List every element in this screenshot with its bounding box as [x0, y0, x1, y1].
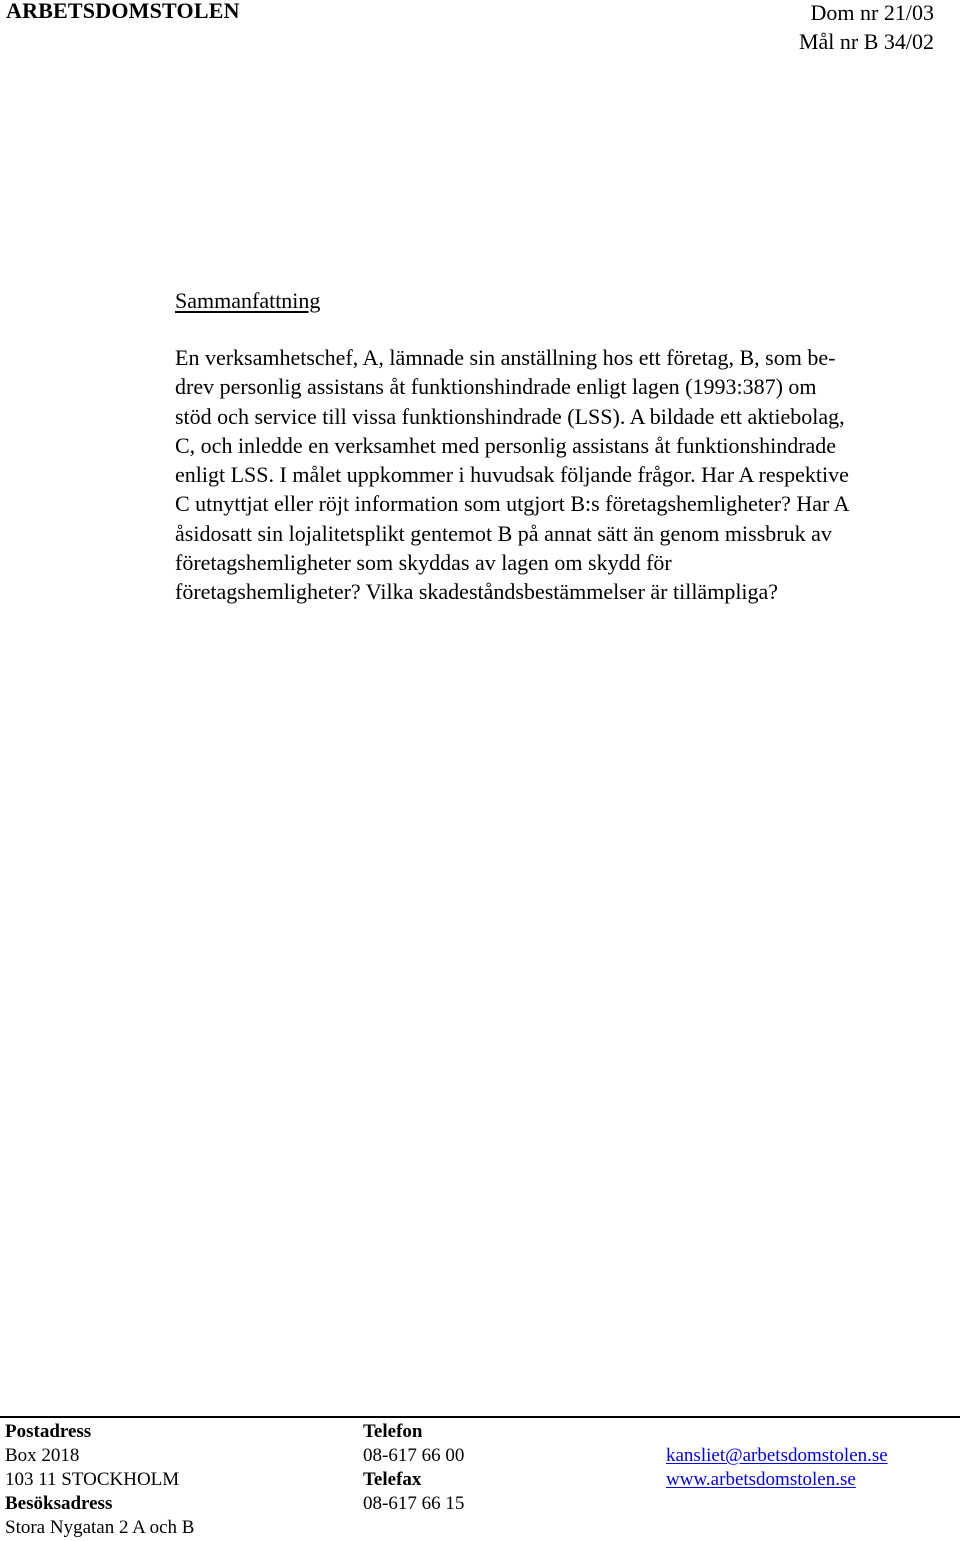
court-name: ARBETSDOMSTOLEN — [6, 0, 240, 23]
fax-number: 08-617 66 15 — [363, 1493, 465, 1514]
phone-number: 08-617 66 00 — [363, 1445, 465, 1466]
summary-line: enligt LSS. I målet uppkommer i huvudsak följande frågor. Har A respektive — [175, 462, 849, 488]
summary-heading: Sammanfattning — [175, 288, 321, 313]
footer-contact-column — [666, 1444, 888, 1492]
postal-city: 103 11 STOCKHOLM — [5, 1469, 180, 1490]
summary-line: företagshemligheter? Vilka skadeståndsbestämmelser är tillämpliga? — [175, 579, 779, 605]
fax-label: Telefax — [363, 1469, 422, 1490]
summary-line: stöd och service till vissa funktionshindrade (LSS). A bildade ett aktiebolag, — [175, 403, 845, 429]
website-link[interactable]: www.arbetsdomstolen.se — [666, 1469, 856, 1490]
footer-address-column — [5, 1420, 194, 1540]
summary-paragraph — [175, 343, 960, 607]
judgment-number: Dom nr 21/03 — [810, 0, 934, 25]
email-link[interactable]: kansliet@arbetsdomstolen.se — [666, 1445, 888, 1466]
summary-line: C, och inledde en verksamhet med personlig assistans åt funktionshindrade — [175, 432, 837, 458]
visiting-address-label: Besöksadress — [5, 1493, 113, 1514]
footer-divider — [0, 1416, 960, 1418]
summary-line: drev personlig assistans åt funktionshindrade enligt lagen (1993:387) om — [175, 374, 817, 400]
postal-address-label: Postadress — [5, 1421, 92, 1442]
visiting-street: Stora Nygatan 2 A och B — [5, 1517, 195, 1538]
case-reference — [799, 0, 934, 56]
case-number: Mål nr B 34/02 — [798, 29, 934, 54]
phone-label: Telefon — [363, 1421, 423, 1442]
summary-line: C utnyttjat eller röjt information som utgjort B:s företagshemligheter? Har A — [175, 491, 850, 517]
summary-line: företagshemligheter som skyddas av lagen om skydd för — [175, 550, 672, 576]
footer-phone-column — [363, 1420, 464, 1516]
summary-line: åsidosatt sin lojalitetsplikt gentemot B på annat sätt än genom missbruk av — [175, 520, 832, 546]
postal-box: Box 2018 — [5, 1445, 80, 1466]
summary-line: En verksamhetschef, A, lämnade sin anställning hos ett företag, B, som be- — [175, 345, 836, 370]
